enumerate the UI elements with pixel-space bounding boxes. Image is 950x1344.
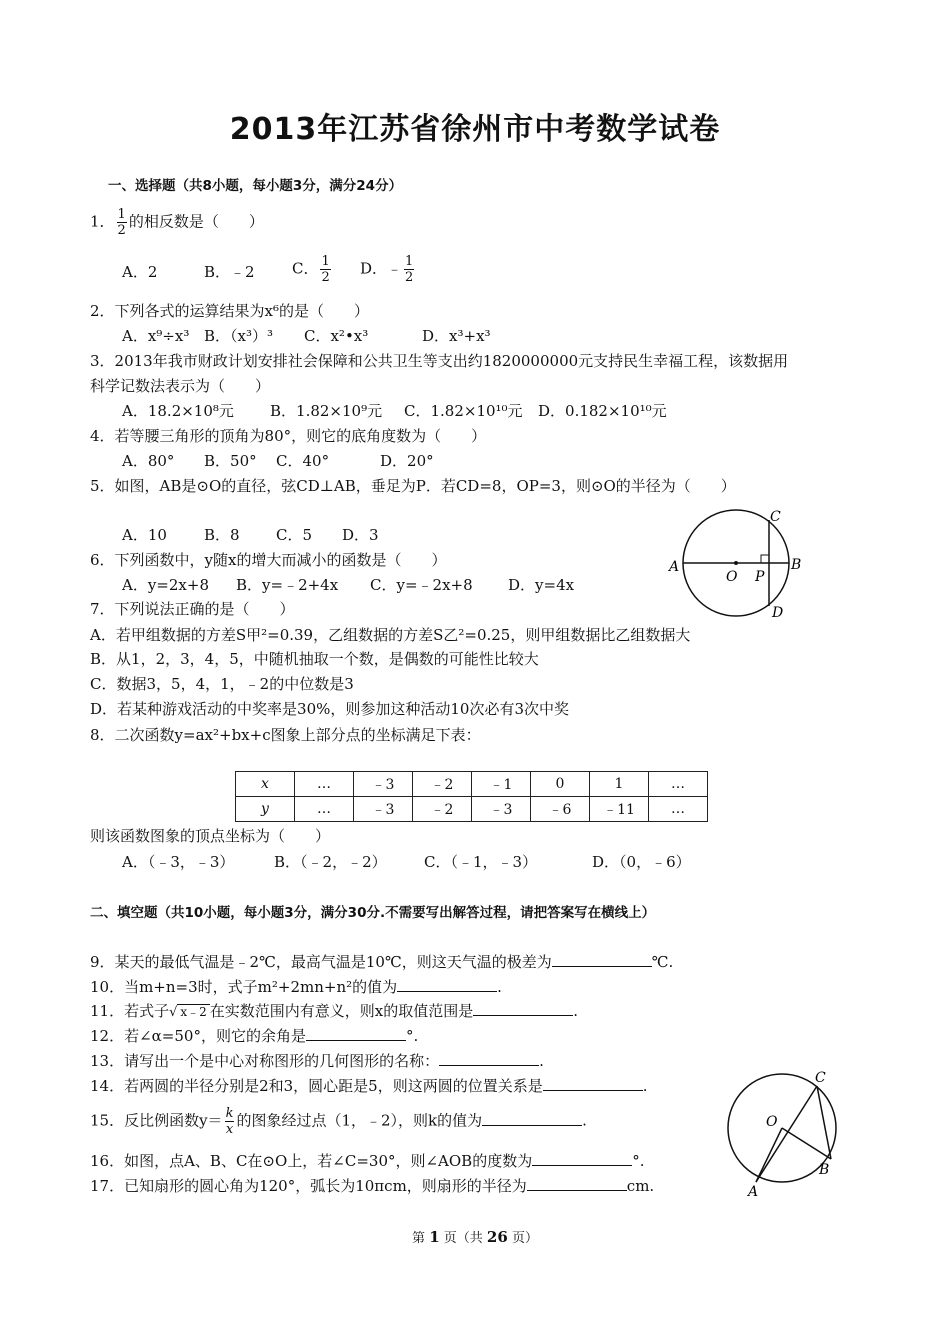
segment-ob [782, 1128, 831, 1159]
option-c: C．40° [276, 452, 330, 470]
option-c: C．（﹣1，﹣3） [424, 853, 538, 871]
circle-diameter-chord-figure [662, 505, 812, 623]
option-a: A．80° [122, 452, 175, 470]
answer-blank[interactable] [482, 1111, 582, 1126]
page-footer: 第 1 页（共 26 页） [412, 1228, 538, 1246]
option-d: D．﹣ $\frac{1}{2}$ [360, 254, 414, 285]
segment-ac [756, 1086, 817, 1182]
label-o: O [766, 1114, 778, 1130]
option-b: B．8 [204, 526, 240, 544]
label-c: C [770, 509, 781, 525]
section-heading-choice: 一、选择题（共8小题，每小题3分，满分24分） [108, 178, 403, 194]
segment-cb [817, 1086, 831, 1159]
option-b: B．从1，2，3，4，5，中随机抽取一个数，是偶数的可能性比较大 [90, 650, 539, 668]
question-7: 7．下列说法正确的是（ ） [90, 600, 295, 618]
answer-blank[interactable] [532, 1151, 632, 1166]
option-d: D．0.182×10¹⁰元 [538, 402, 667, 420]
option-a: A．2 [122, 263, 158, 281]
question-17: 17．已知扇形的圆心角为120°，弧长为10πcm，则扇形的半径为 cm. [90, 1177, 655, 1195]
question-2: 2．下列各式的运算结果为x⁶的是（ ） [90, 302, 370, 320]
question-6: 6．下列函数中，y随x的增大而减小的函数是（ ） [90, 551, 447, 569]
value-table [235, 771, 708, 822]
answer-blank[interactable] [527, 1176, 627, 1191]
question-8: 8．二次函数y=ax²+bx+c图象上部分点的坐标满足下表： [90, 726, 481, 744]
question-9: 9．某天的最低气温是﹣2℃，最高气温是10℃，则这天气温的极差为 ℃. [90, 953, 674, 971]
question-14: 14．若两圆的半径分别是2和3，圆心距是5，则这两圆的位置关系是 . [90, 1077, 648, 1095]
question-13: 13．请写出一个是中心对称图形的几何图形的名称： . [90, 1052, 544, 1070]
table-row-y: y … ﹣3 ﹣2 ﹣3 ﹣6 ﹣11 … [236, 797, 708, 822]
label-c: C [815, 1070, 826, 1086]
question-10: 10．当m+n=3时，式子m²+2mn+n²的值为 . [90, 978, 502, 996]
option-d: D．（0，﹣6） [592, 853, 691, 871]
answer-blank[interactable] [543, 1076, 643, 1091]
label-o: O [726, 569, 738, 585]
option-d: D．若某种游戏活动的中奖率是30%，则参加这种活动10次必有3次中奖 [90, 700, 569, 718]
question-15: 15．反比例函数y＝ $\frac{k}{x}$ 的图象经过点（1，﹣2），则k的值为 . [90, 1106, 587, 1137]
question-11: 11．若式子√ x﹣2 在实数范围内有意义，则x的取值范围是 . [90, 1002, 579, 1020]
option-c: C．y=﹣2x+8 [370, 576, 473, 594]
option-b: B．y=﹣2+4x [236, 576, 339, 594]
option-c: C．5 [276, 526, 313, 544]
option-d: D．x³+x³ [422, 327, 491, 345]
fraction: $\frac{1}{2}$ [117, 207, 126, 238]
option-c: C．数据3，5，4，1，﹣2的中位数是3 [90, 675, 354, 693]
question-3-cont: 科学记数法表示为（ ） [90, 377, 271, 395]
option-a: A．x⁹÷x³ [122, 327, 190, 345]
option-c: C．x²•x³ [304, 327, 369, 345]
square-root: x﹣2 [177, 1004, 209, 1019]
answer-blank[interactable] [397, 977, 497, 992]
question-12: 12．若∠α=50°，则它的余角是 °. [90, 1027, 419, 1045]
answer-blank[interactable] [473, 1001, 573, 1016]
answer-blank[interactable] [439, 1051, 539, 1066]
option-c: C．1.82×10¹⁰元 [404, 402, 523, 420]
right-angle-mark [761, 555, 769, 563]
section-heading-fill: 二、填空题（共10小题，每小题3分，满分30分.不需要写出解答过程，请把答案写在横线上） [90, 905, 656, 921]
label-d: D [772, 605, 784, 621]
fraction: $\frac{k}{x}$ [225, 1106, 234, 1137]
table-row-x: x … ﹣3 ﹣2 ﹣1 0 1 … [236, 772, 708, 797]
label-p: P [755, 569, 765, 585]
center-point [734, 561, 738, 565]
option-a: A．（﹣3，﹣3） [122, 853, 235, 871]
option-d: D．20° [380, 452, 434, 470]
option-d: D．y=4x [508, 576, 575, 594]
option-b: B．﹣2 [204, 263, 255, 281]
label-a: A [748, 1184, 759, 1200]
option-a: A．y=2x+8 [122, 576, 209, 594]
segment-oa [756, 1128, 782, 1182]
label-b: B [791, 557, 802, 573]
option-b: B．（x³）³ [204, 327, 274, 345]
question-1: 1． $\frac{1}{2}$ 的相反数是（ ） [90, 207, 264, 238]
label-a: A [669, 559, 680, 575]
label-b: B [819, 1162, 830, 1178]
option-b: B．1.82×10⁹元 [270, 402, 383, 420]
option-d: D．3 [342, 526, 379, 544]
option-a: A．若甲组数据的方差S甲²=0.39，乙组数据的方差S乙²=0.25，则甲组数据比乙组数据大 [90, 626, 691, 644]
option-b: B．（﹣2，﹣2） [274, 853, 387, 871]
question-3: 3．2013年我市财政计划安排社会保障和公共卫生等支出约1820000000元支持民生幸福工程，该数据用 [90, 352, 789, 370]
option-a: A．10 [122, 526, 167, 544]
question-4: 4．若等腰三角形的顶角为80°，则它的底角度数为（ ） [90, 427, 487, 445]
answer-blank[interactable] [306, 1026, 406, 1041]
answer-blank[interactable] [552, 952, 652, 967]
option-a: A．18.2×10⁸元 [122, 402, 234, 420]
inscribed-angle-figure [720, 1066, 850, 1200]
page-title: 2013年江苏省徐州市中考数学试卷 [229, 112, 721, 147]
question-5: 5．如图，AB是⊙O的直径，弦CD⊥AB，垂足为P．若CD=8，OP=3，则⊙O的半径为（ ） [90, 477, 736, 495]
option-c: C． $\frac{1}{2}$ [292, 254, 330, 285]
option-b: B．50° [204, 452, 257, 470]
question-8-cont: 则该函数图象的顶点坐标为（ ） [90, 827, 331, 845]
question-16: 16．如图，点A、B、C在⊙O上，若∠C=30°，则∠AOB的度数为 °. [90, 1152, 645, 1170]
